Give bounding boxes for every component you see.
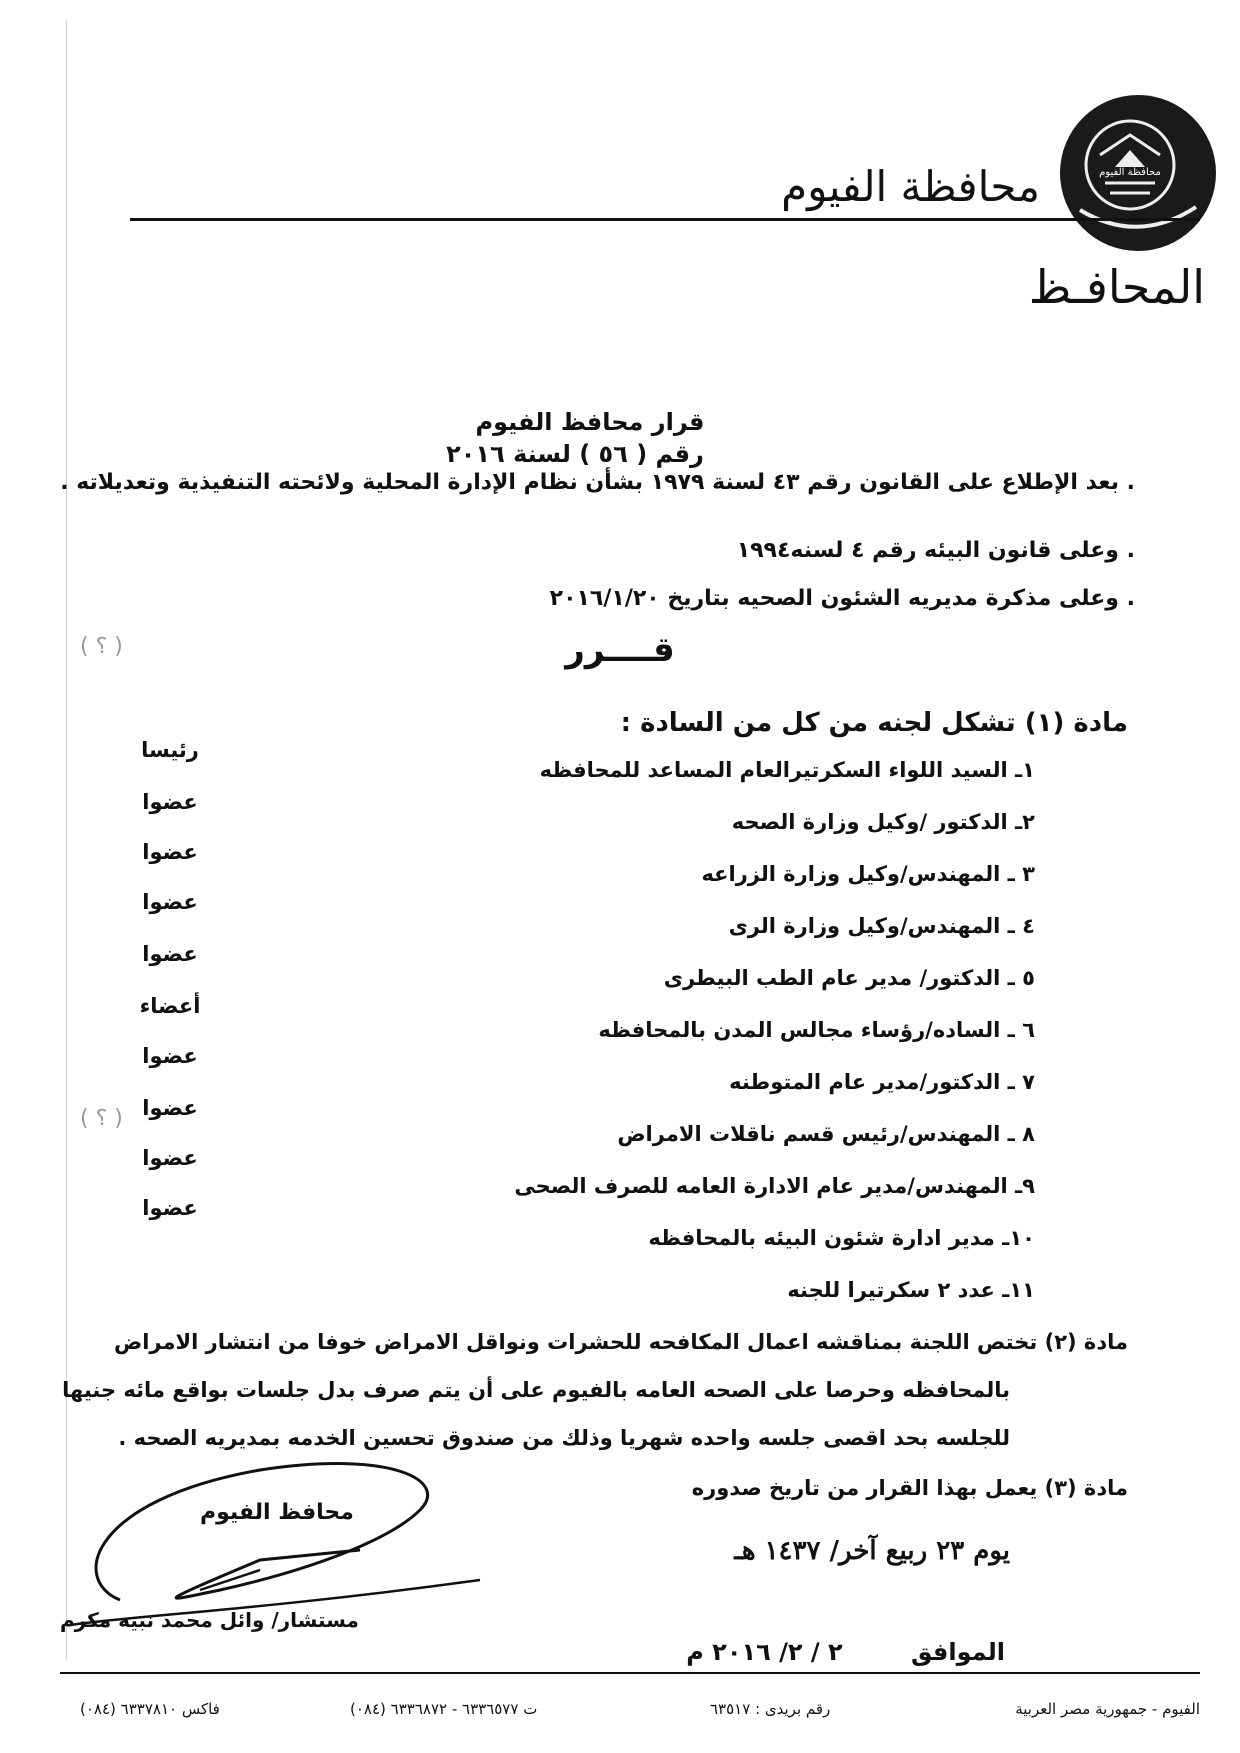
member-item: ٨ ـ المهندس/رئيس قسم ناقلات الامراض (617, 1122, 1035, 1146)
footer-phone: ت ٦٣٣٦٥٧٧ - ٦٣٣٦٨٧٢ (٠٨٤) (350, 1700, 538, 1718)
member-item: ١١ـ عدد ٢ سكرتيرا للجنه (787, 1278, 1035, 1302)
footer-address: الفيوم - جمهورية مصر العربية (1015, 1700, 1200, 1718)
article2-line: مادة (٢) تختص اللجنة بمناقشه اعمال المكافحه للحشرات ونواقل الامراض خوفا من انتشار الامراض (113, 1330, 1128, 1354)
article3-line: مادة (٣) يعمل بهذا القرار من تاريخ صدوره (691, 1476, 1128, 1500)
member-role: عضوا (142, 1096, 198, 1120)
member-role: عضوا (142, 890, 198, 914)
member-item: ٧ ـ الدكتور/مدير عام المتوطنه (729, 1070, 1035, 1094)
hijri-date: يوم ٢٣ ربيع آخر/ ١٤٣٧ هـ (734, 1536, 1010, 1566)
member-role: عضوا (142, 840, 198, 864)
preamble-line: . بعد الإطلاع على القانون رقم ٤٣ لسنة ١٩٧٩ بشأن نظام الإدارة المحلية ولائحته التنفيذية وتعديلاته . (60, 470, 1135, 495)
member-role: عضوا (142, 1196, 198, 1220)
member-item: ٢ـ الدكتور /وكيل وزارة الصحه (731, 810, 1035, 834)
header-rule (130, 218, 1200, 221)
member-item: ٩ـ المهندس/مدير عام الادارة العامه للصرف الصحى (514, 1174, 1035, 1198)
member-item: ١٠ـ مدير ادارة شئون البيئه بالمحافظه (648, 1226, 1035, 1250)
footer-postal-code: رقم بريدى : ٦٣٥١٧ (710, 1700, 831, 1718)
member-role: أعضاء (139, 994, 201, 1018)
member-role: عضوا (142, 1146, 198, 1170)
article1-heading: مادة (١) تشكل لجنه من كل من السادة : (620, 708, 1128, 738)
member-role: عضوا (142, 790, 198, 814)
margin-line (66, 20, 67, 1660)
preamble-line: . وعلى مذكرة مديريه الشئون الصحيه بتاريخ ٢٠١٦/١/٢٠ (549, 586, 1135, 611)
footer-fax: فاكس ٦٣٣٧٨١٠ (٠٨٤) (80, 1700, 220, 1718)
article2-line: بالمحافظه وحرصا على الصحه العامه بالفيوم على أن يتم صرف بدل جلسات بواقع مائه جنيها (62, 1378, 1010, 1402)
member-item: ١ـ السيد اللواء السكرتيرالعام المساعد للمحافظه (539, 758, 1035, 782)
gregorian-date-value: ٢ / ٢/ ٢٠١٦ م (686, 1638, 843, 1666)
member-item: ٤ ـ المهندس/وكيل وزارة الرى (728, 914, 1035, 938)
preamble-line: . وعلى قانون البيئه رقم ٤ لسنه١٩٩٤ (736, 538, 1135, 563)
gregorian-date (686, 1638, 1005, 1666)
signatory-name: مستشار/ وائل محمد نبيه مكرم (60, 1608, 359, 1632)
footer-rule (60, 1672, 1200, 1674)
member-item: ٦ ـ الساده/رؤساء مجالس المدن بالمحافظه (598, 1018, 1035, 1042)
member-role: عضوا (142, 1044, 198, 1068)
member-item: ٣ ـ المهندس/وكيل وزارة الزراعه (701, 862, 1035, 886)
signature-title: محافظ الفيوم (200, 1500, 354, 1525)
member-role: عضوا (142, 942, 198, 966)
office-title: المحافـظ (1028, 260, 1205, 314)
emblem-text: محافظة الفيوم (1099, 167, 1161, 178)
member-item: ٥ ـ الدكتور/ مدير عام الطب البيطرى (663, 966, 1035, 990)
member-role: رئيسا (141, 738, 199, 762)
decree-number: رقم ( ٥٦ ) لسنة ٢٠١٦ (446, 440, 704, 468)
emblem-icon (1060, 95, 1216, 251)
article2-line: للجلسه بحد اقصى جلسه واحده شهريا وذلك من صندوق تحسين الخدمه بمديريه الصحه . (118, 1426, 1010, 1450)
margin-mark: ( ؟ ) (80, 1106, 123, 1131)
governorate-emblem (1060, 95, 1216, 251)
gregorian-date-label: الموافق (911, 1638, 1005, 1666)
decided-heading: قــــرر (565, 630, 675, 670)
decree-title: قرار محافظ الفيوم (475, 408, 705, 436)
margin-mark: ( ؟ ) (80, 634, 123, 659)
governorate-title: محافظة الفيوم (781, 162, 1040, 211)
